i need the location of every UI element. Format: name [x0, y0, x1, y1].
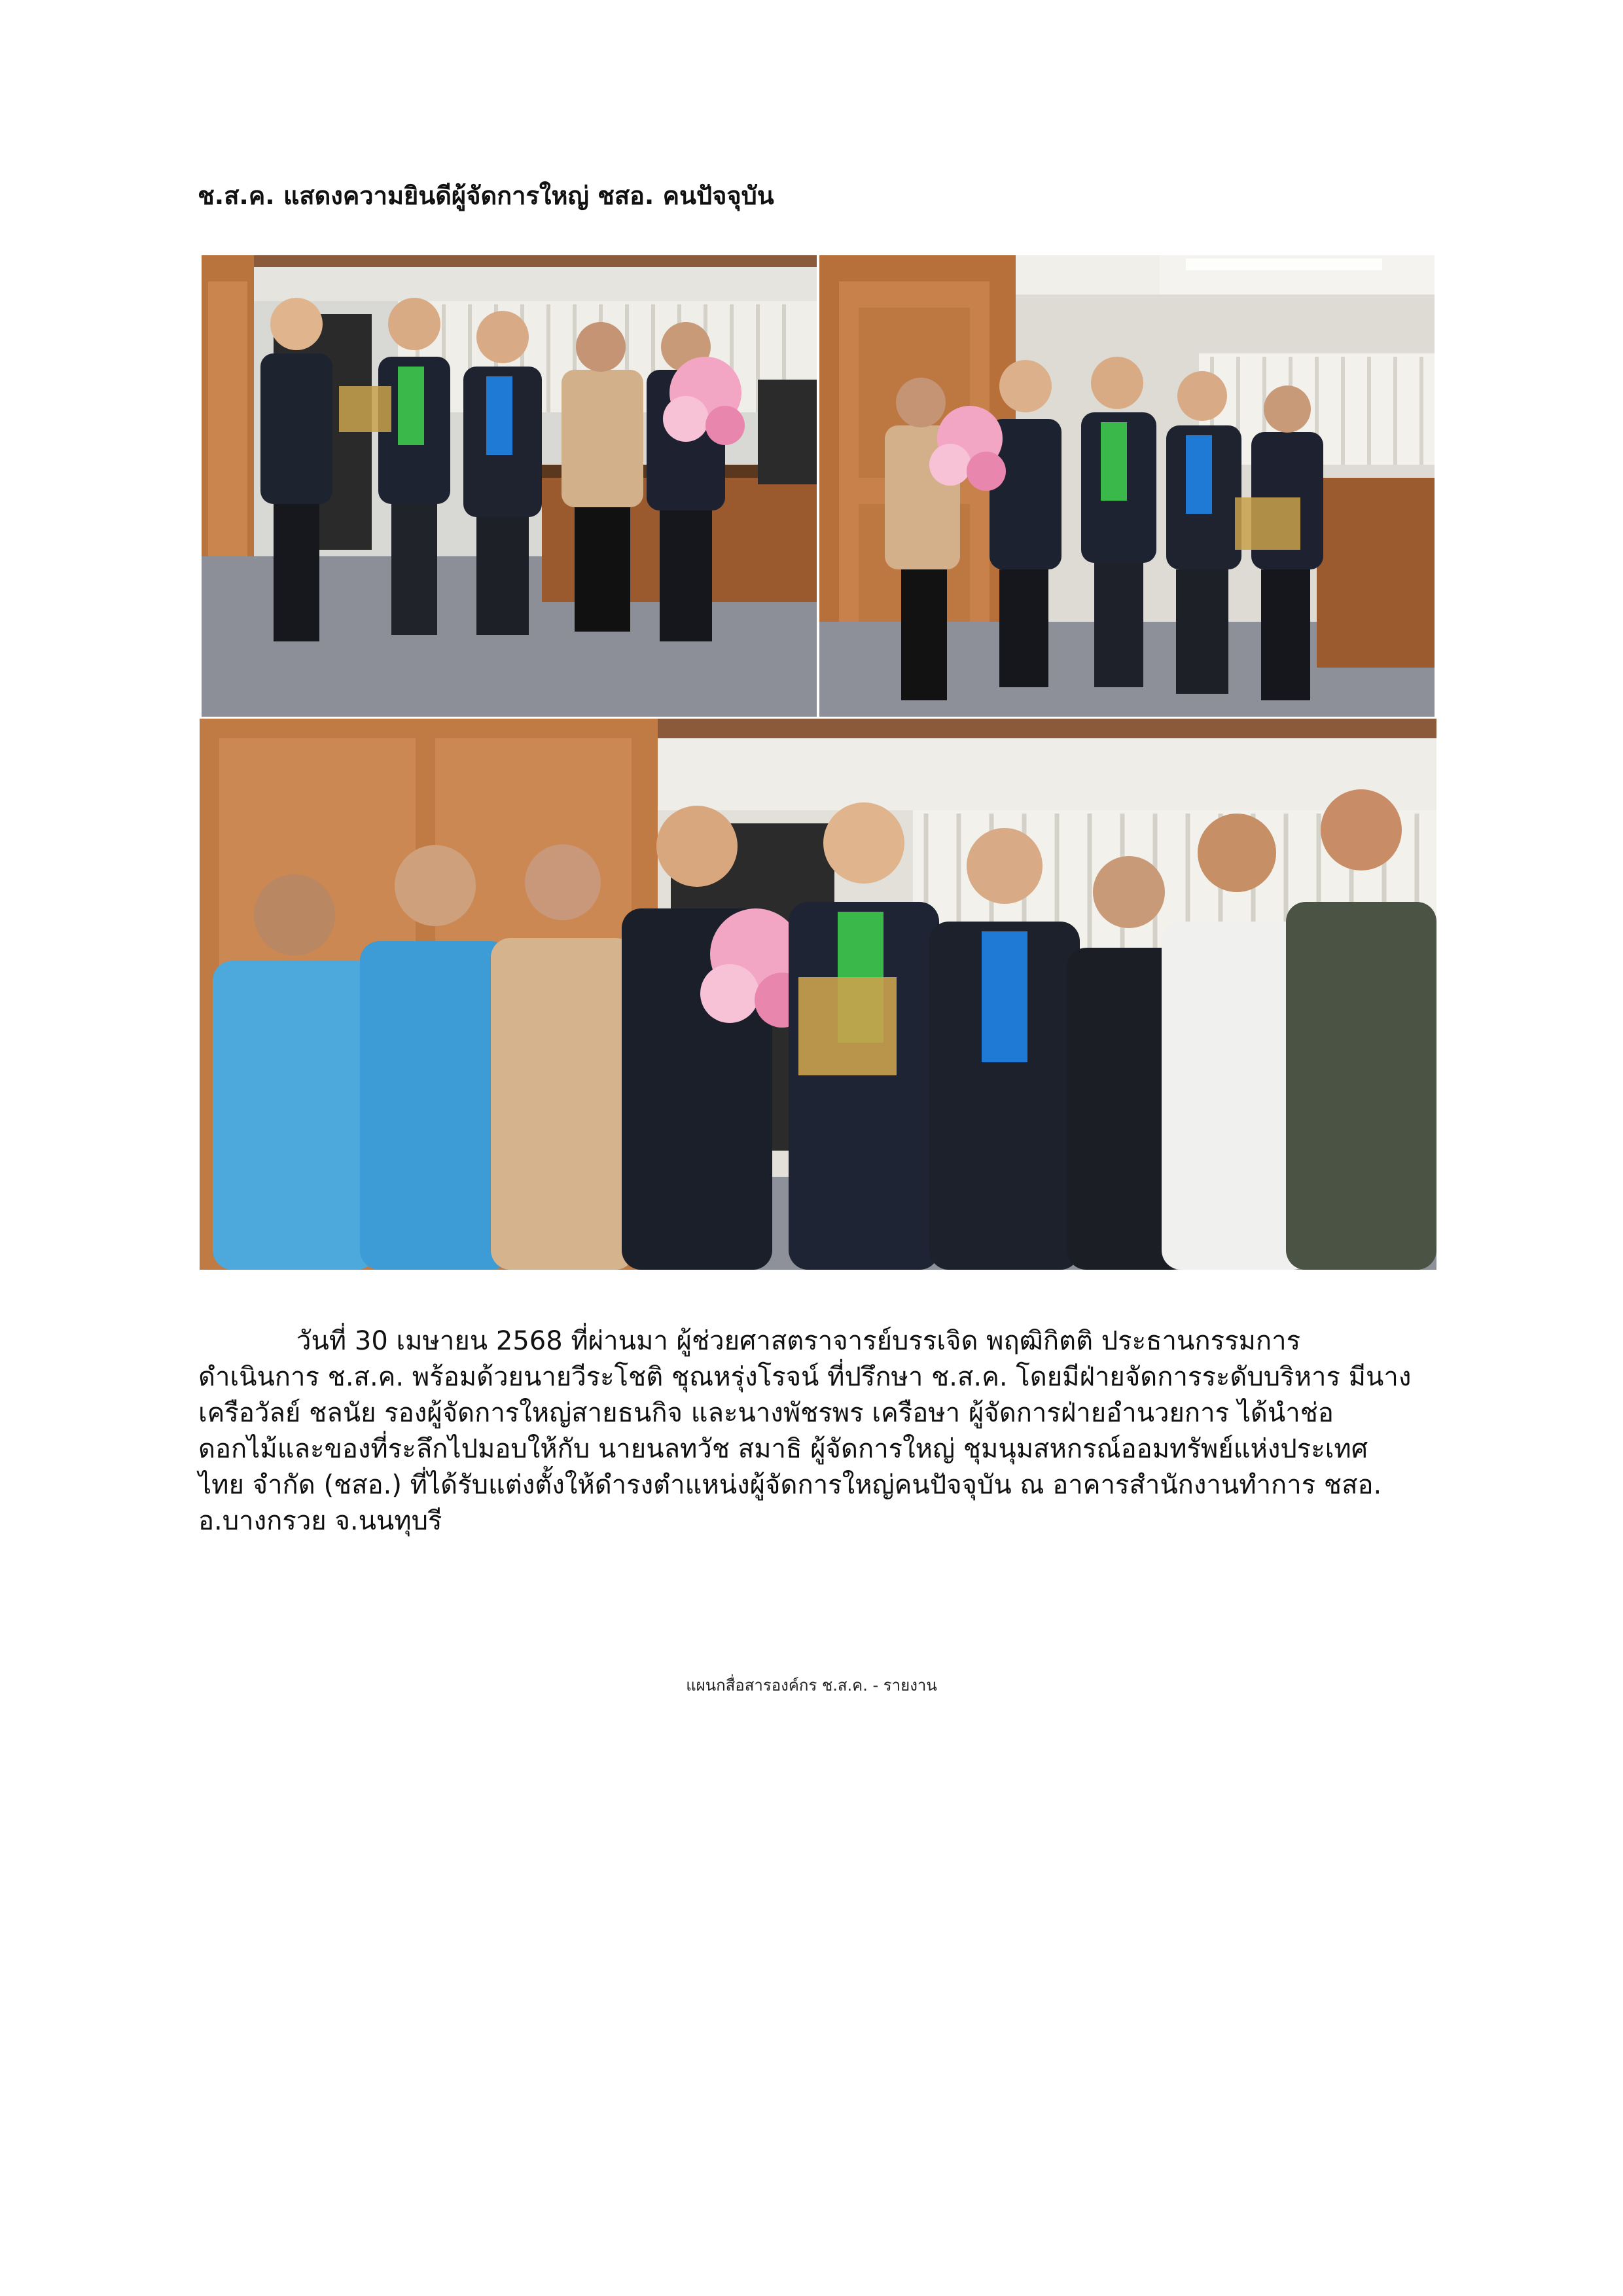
- report-credit: แผนกสื่อสารองค์กร ช.ส.ค. - รายงาน: [686, 1676, 937, 1695]
- body-line: อ.บางกรวย จ.นนทุบรี: [198, 1506, 442, 1536]
- body-line: เครือวัลย์ ชลนัย รองผู้จัดการใหญ่สายธนกิจ และนางพัชรพร เครือษา ผู้จัดการฝ่ายอำนวยการ ได้นำช่อ: [198, 1398, 1334, 1428]
- photo-presentation-flowers: [819, 255, 1435, 717]
- article-body: [198, 1323, 1435, 1539]
- body-line: ดอกไม้และของที่ระลึกไปมอบให้กับ นายนลทวัช สมาธิ ผู้จัดการใหญ่ ชุมนุมสหกรณ์ออมทรัพย์แห่งประเทศ: [198, 1434, 1368, 1464]
- photo-presentation-souvenir: [202, 255, 817, 717]
- document-title: ช.ส.ค. แสดงความยินดีผู้จัดการใหญ่ ชสอ. คนปัจจุบัน: [198, 181, 774, 210]
- body-line: ดำเนินการ ช.ส.ค. พร้อมด้วยนายวีระโชติ ชุณหรุ่งโรจน์ ที่ปรึกษา ช.ส.ค. โดยมีฝ่ายจัดการระดับบริหาร มีนาง: [198, 1362, 1412, 1392]
- body-line: ไทย จำกัด (ชสอ.) ที่ได้รับแต่งตั้งให้ดำรงตำแหน่งผู้จัดการใหญ่คนปัจจุบัน ณ อาคารสำนักงานทำการ ชสอ.: [198, 1470, 1382, 1500]
- photo-group: [200, 719, 1436, 1270]
- body-line: วันที่ 30 เมษายน 2568 ที่ผ่านมา ผู้ช่วยศาสตราจารย์บรรเจิด พฤฒิกิตติ ประธานกรรมการ: [296, 1326, 1301, 1356]
